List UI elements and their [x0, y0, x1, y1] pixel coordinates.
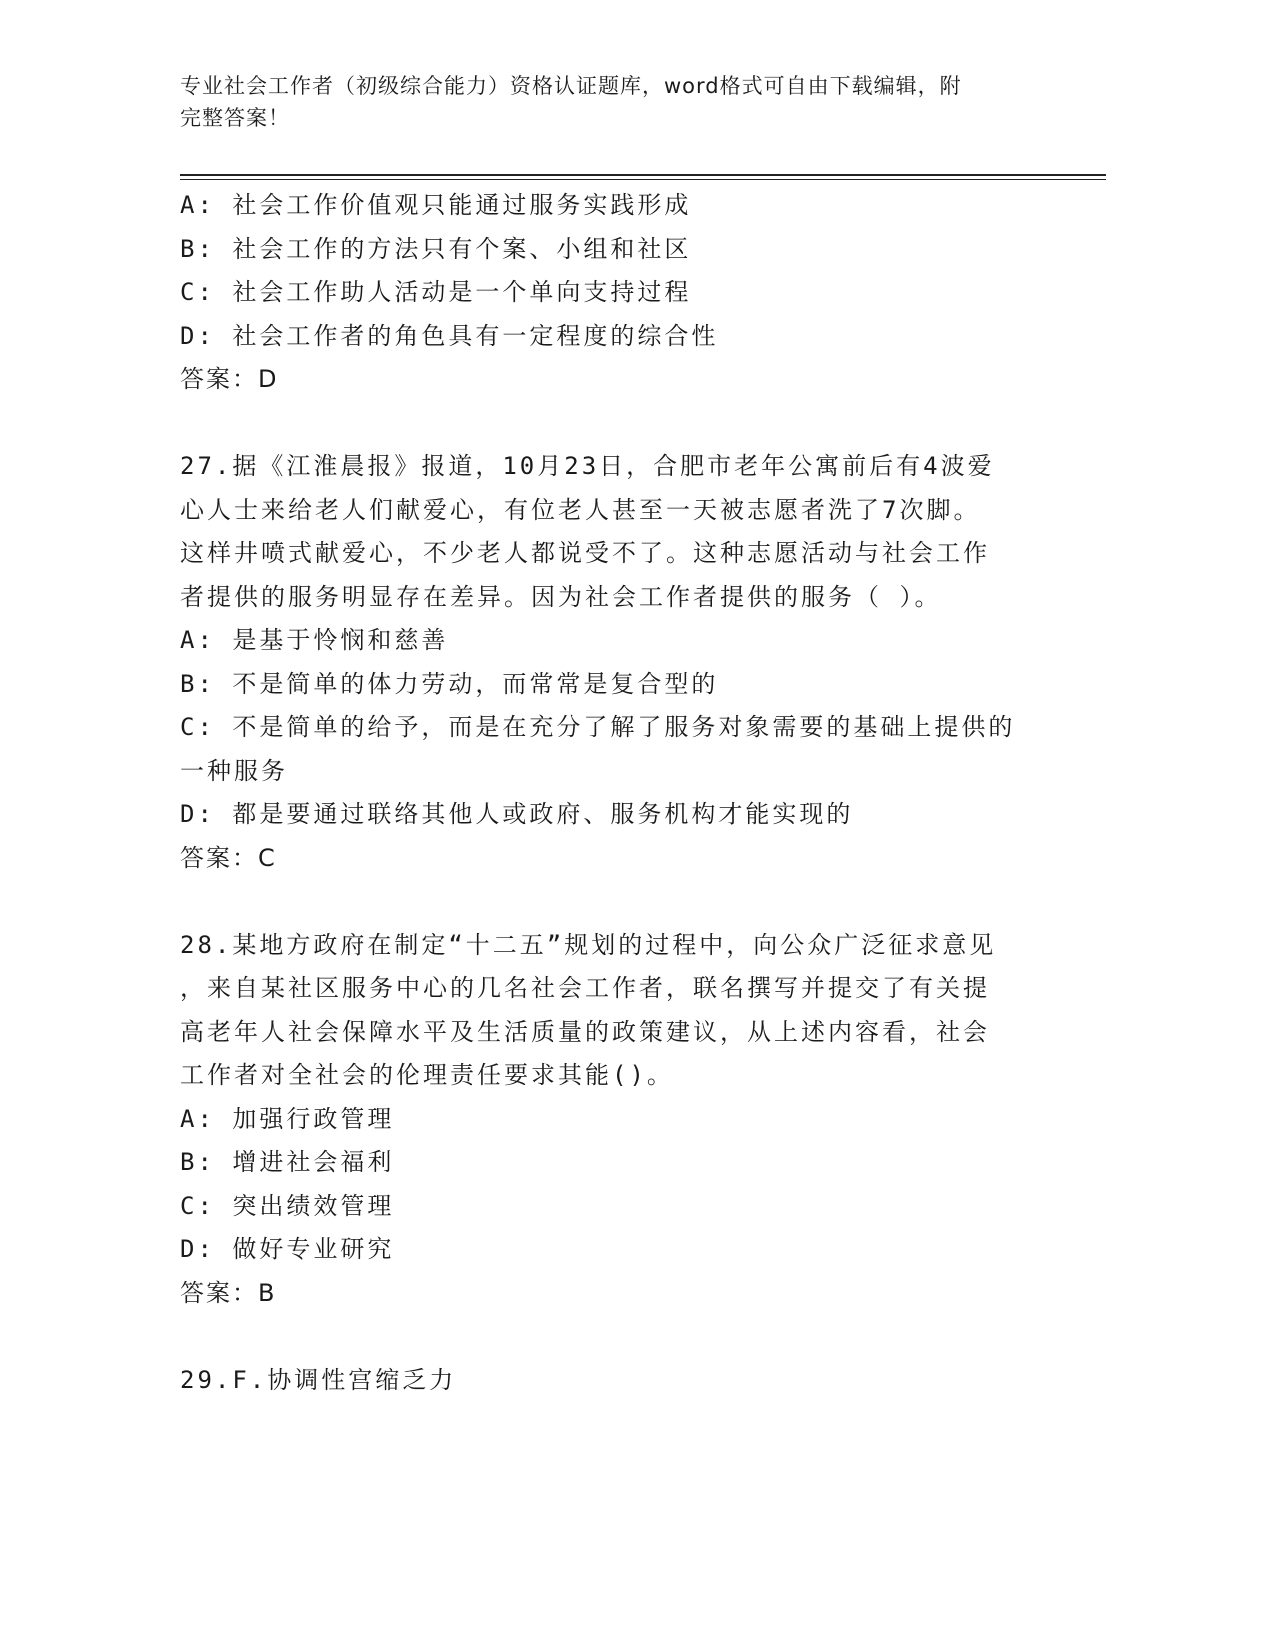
spacer: [180, 402, 1040, 446]
header-divider-thin: [180, 179, 1106, 180]
question-stem-line: 这样井喷式献爱心，不少老人都说受不了。这种志愿活动与社会工作: [180, 539, 990, 567]
page-header: [180, 70, 1040, 134]
option-b: B: 不是简单的体力劳动，而常常是复合型的: [180, 669, 719, 698]
question-29: [180, 1359, 1040, 1403]
option-c-continued: 一种服务: [180, 756, 288, 785]
question-27: [180, 445, 1040, 880]
question-stem-line: 28.某地方政府在制定“十二五”规划的过程中，向公众广泛征求意见: [180, 930, 997, 959]
question-content: [180, 184, 1040, 1402]
option-c: C: 突出绩效管理: [180, 1191, 395, 1220]
question-stem-line: 心人士来给老人们献爱心，有位老人甚至一天被志愿者洗了7次脚。: [180, 495, 981, 524]
option-d: D: 做好专业研究: [180, 1235, 395, 1263]
question-stem-line: 27.据《江淮晨报》报道，10月23日，合肥市老年公寓前后有4波爱: [180, 452, 995, 480]
answer-label: 答案：D: [180, 365, 279, 393]
option-a: A: 加强行政管理: [180, 1104, 395, 1133]
option-c: C: 社会工作助人活动是一个单向支持过程: [180, 278, 692, 306]
spacer: [180, 880, 1040, 924]
answer-label: 答案：C: [180, 843, 277, 872]
spacer: [180, 1315, 1040, 1359]
option-a: A: 是基于怜悯和慈善: [180, 626, 449, 654]
option-b: B: 增进社会福利: [180, 1148, 395, 1176]
question-stem-line: 工作者对全社会的伦理责任要求其能()。: [180, 1061, 674, 1089]
option-d: D: 都是要通过联络其他人或政府、服务机构才能实现的: [180, 800, 854, 828]
option-b: B: 社会工作的方法只有个案、小组和社区: [180, 234, 692, 263]
question-stem-line: 29.F.协调性宫缩乏力: [180, 1365, 457, 1394]
option-a: A: 社会工作价值观只能通过服务实践形成: [180, 191, 692, 219]
question-stem-line: 高老年人社会保障水平及生活质量的政策建议，从上述内容看，社会: [180, 1017, 990, 1046]
header-line-1: 专业社会工作者（初级综合能力）资格认证题库，word格式可自由下载编辑，附: [180, 74, 962, 98]
question-28: [180, 924, 1040, 1316]
header-line-2: 完整答案！: [180, 106, 290, 130]
question-26: [180, 184, 1040, 402]
option-d: D: 社会工作者的角色具有一定程度的综合性: [180, 321, 719, 350]
question-stem-line: 者提供的服务明显存在差异。因为社会工作者提供的服务（ ）。: [180, 582, 942, 611]
answer-label: 答案：B: [180, 1278, 277, 1307]
header-divider-thick: [180, 174, 1106, 176]
option-c: C: 不是简单的给予，而是在充分了解了服务对象需要的基础上提供的: [180, 713, 1016, 741]
question-stem-line: ，来自某社区服务中心的几名社会工作者，联名撰写并提交了有关提: [180, 974, 990, 1002]
